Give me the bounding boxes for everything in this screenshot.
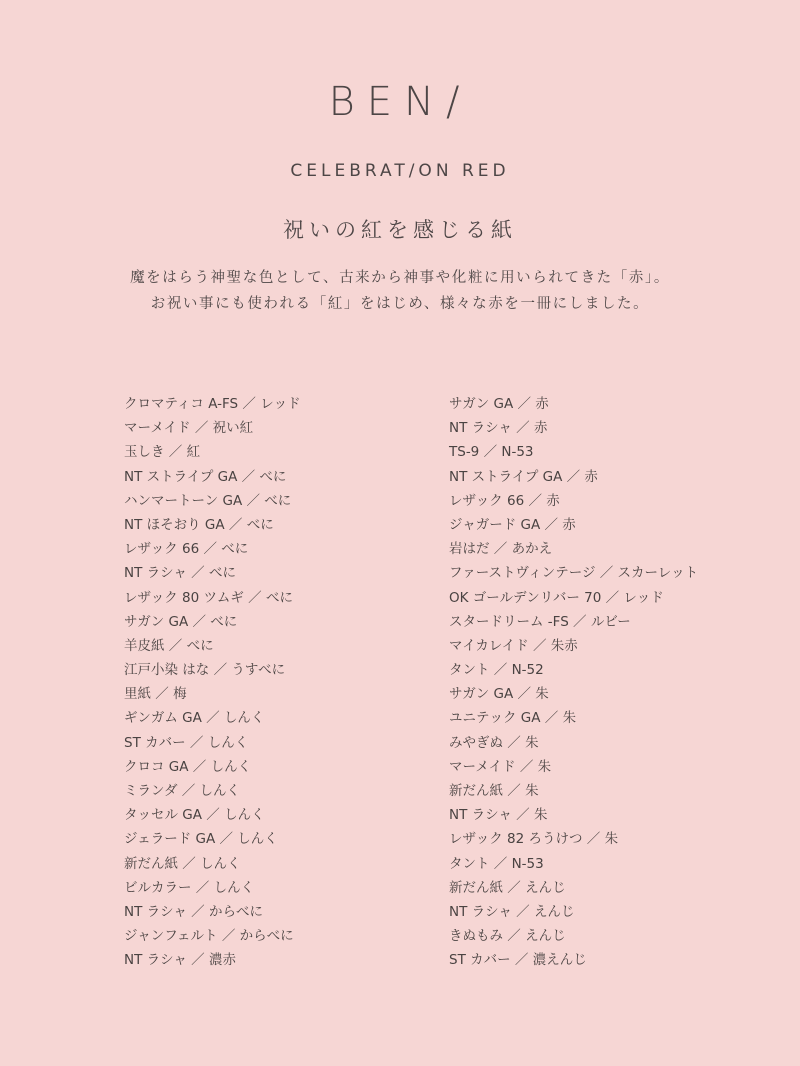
paper-item: ミランダ ／ しんく — [124, 783, 241, 799]
paper-item: レザック 80 ツムギ ／ べに — [124, 589, 293, 606]
paper-item: NT ラシャ ／ 朱 — [449, 807, 548, 824]
paper-item: NT ラシャ ／ からべに — [124, 903, 263, 920]
paper-item: NT ほそおり GA ／ べに — [124, 516, 274, 533]
intro-line: 魔をはらう神聖な色として、古来から神事や化粧に用いられてきた「赤」。 — [130, 270, 670, 286]
paper-item: 新だん紙 ／ しんく — [124, 855, 241, 872]
headline: 祝いの紅を感じる紙 — [283, 218, 517, 242]
paper-item: OK ゴールデンリバー 70 ／ レッド — [449, 589, 664, 606]
paper-item: 岩はだ ／ あかえ — [449, 541, 553, 558]
paper-list-left — [124, 392, 301, 973]
paper-item: サガン GA ／ 赤 — [449, 396, 549, 412]
paper-item: タッセル GA ／ しんく — [124, 807, 265, 824]
paper-list-right — [449, 392, 698, 973]
tagline: CELEBRAT/ON RED — [290, 161, 510, 181]
paper-item: 新だん紙 ／ えんじ — [449, 879, 566, 896]
paper-item: NT ストライプ GA ／ べに — [124, 468, 287, 485]
paper-item: ハンマートーン GA ／ べに — [124, 492, 292, 509]
paper-item: みやぎぬ ／ 朱 — [449, 734, 539, 751]
paper-item: レザック 66 ／ べに — [124, 541, 249, 558]
paper-item: レザック 66 ／ 赤 — [449, 492, 560, 509]
paper-item: 新だん紙 ／ 朱 — [449, 783, 539, 799]
paper-item: サガン GA ／ 朱 — [449, 686, 549, 703]
paper-item: ギンガム GA ／ しんく — [124, 710, 265, 727]
paper-item: NT ストライプ GA ／ 赤 — [449, 468, 598, 485]
paper-item: マーメイド ／ 朱 — [449, 758, 552, 775]
paper-item: 玉しき ／ 紅 — [124, 444, 201, 461]
paper-item: NT ラシャ ／ 濃赤 — [124, 952, 236, 969]
brand-logo: BEN/ — [328, 79, 472, 125]
paper-item: NT ラシャ ／ べに — [124, 565, 236, 582]
paper-item: 羊皮紙 ／ べに — [124, 637, 214, 654]
paper-item: TS-9 ／ N-53 — [449, 444, 534, 461]
paper-item: NT ラシャ ／ えんじ — [449, 903, 575, 920]
paper-item: クロコ GA ／ しんく — [124, 758, 252, 775]
paper-item: きぬもみ ／ えんじ — [449, 928, 566, 945]
paper-item: ST カバー ／ 濃えんじ — [449, 952, 587, 969]
paper-item: マイカレイド ／ 朱赤 — [449, 637, 578, 654]
intro-line: お祝い事にも使われる「紅」をはじめ、様々な赤を一冊にしました。 — [150, 296, 650, 312]
intro-text — [0, 265, 800, 317]
paper-item: 里紙 ／ 梅 — [124, 686, 187, 703]
paper-item: タント ／ N-52 — [449, 662, 544, 679]
paper-item: NT ラシャ ／ 赤 — [449, 420, 548, 437]
paper-item: ジャガード GA ／ 赤 — [449, 516, 576, 533]
paper-item: サガン GA ／ べに — [124, 613, 238, 630]
paper-item: ビルカラー ／ しんく — [124, 879, 255, 896]
paper-item: ファーストヴィンテージ ／ スカーレット — [449, 565, 699, 582]
paper-item: マーメイド ／ 祝い紅 — [124, 420, 254, 437]
paper-item: タント ／ N-53 — [449, 855, 544, 872]
paper-item: ジェラード GA ／ しんく — [124, 831, 278, 848]
paper-item: ST カバー ／ しんく — [124, 734, 249, 751]
paper-item: ジャンフェルト ／ からべに — [124, 928, 294, 945]
paper-item: ユニテック GA ／ 朱 — [449, 710, 577, 727]
paper-item: クロマティコ A-FS ／ レッド — [124, 396, 301, 412]
paper-item: 江戸小染 はな ／ うすべに — [124, 662, 286, 679]
paper-item: レザック 82 ろうけつ ／ 朱 — [449, 831, 619, 848]
paper-item: スタードリーム -FS ／ ルビー — [449, 613, 631, 630]
